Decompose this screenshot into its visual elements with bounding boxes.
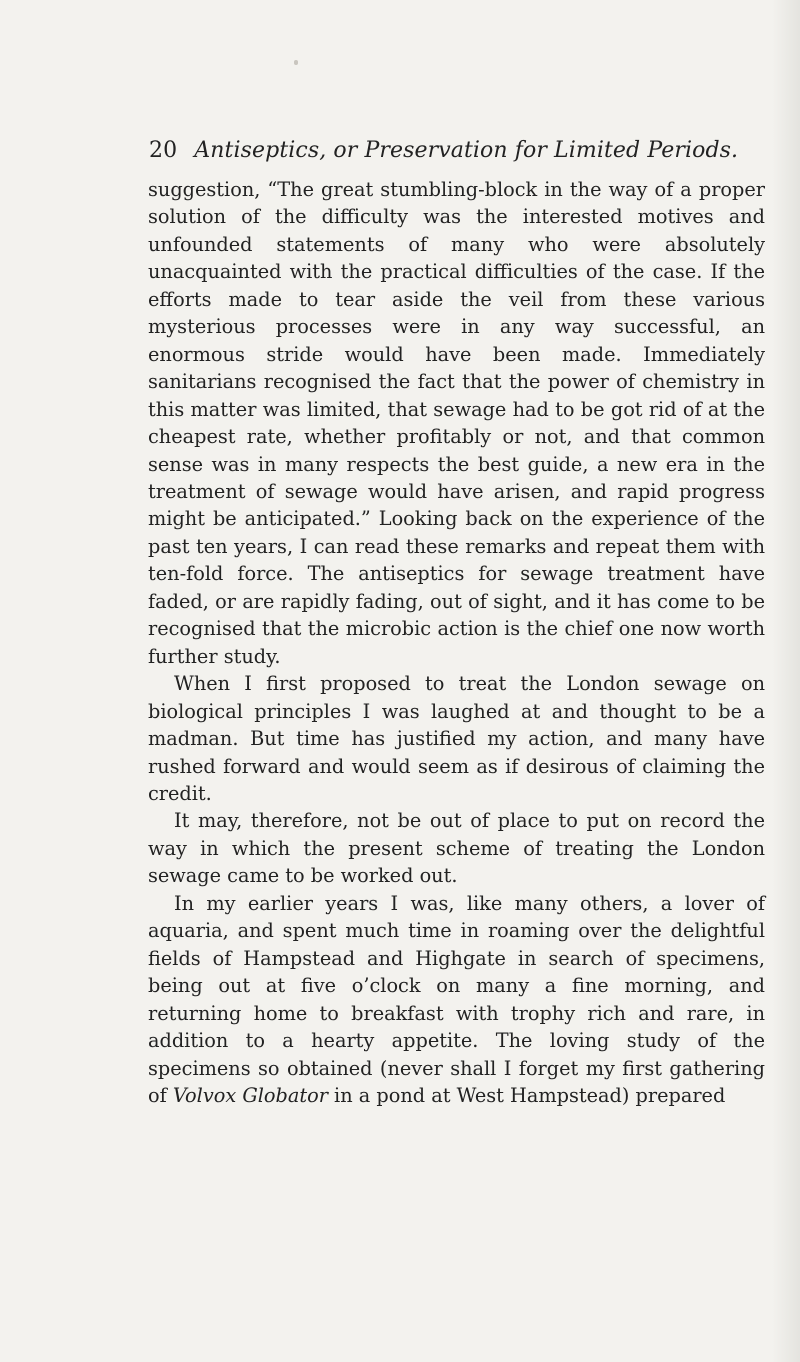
paragraph-4: [148, 890, 765, 1110]
paragraph-2: When I first proposed to treat the London sewage on biological principles I was laughed at and thought to be a madman. But time has justified my action, and many have rushed forward and would seem as if desirous of claiming the credit.: [148, 672, 765, 805]
print-smudge: [294, 60, 298, 65]
page-number: 20: [149, 138, 178, 163]
running-header: [149, 136, 789, 166]
paragraph-3: It may, therefore, not be out of place to put on record the way in which the present scheme of treating the London sewage came to be worked out.: [148, 809, 765, 888]
body-text: [148, 176, 765, 1109]
species-name: Volvox Globator: [172, 1083, 328, 1107]
page-edge-shadow: [772, 0, 800, 1362]
paragraph-4-tail: in a pond at West Hampstead) prepared: [327, 1083, 726, 1107]
running-title: Antiseptics, or Preservation for Limited Periods.: [194, 138, 739, 163]
paragraph-4-text: In my earlier years I was, like many others, a lover of aquaria, and spent much time in roaming over the delightful fields of Hampstead and Highgate in search of specimens, being out at five o’clock on many a fine morning, and returning home to breakfast with trophy rich and rare, in addition to a hearty appetite. The loving study of the specimens so obtained (never shall I forget my first gathering of: [148, 891, 765, 1107]
paragraph-1: suggestion, “The great stumbling-block in the way of a proper solution of the difficulty was the interested motives and unfounded statements of many who were absolutely unacquainted with the practical difficulties of the case. If the efforts made to tear aside the veil from these various mysterious processes were in any way successful, an enormous stride would have been made. Immediately sanitarians recognised the fact that the power of chemistry in this matter was limited, that sewage had to be got rid of at the cheapest rate, whether profitably or not, and that common sense was in many respects the best guide, a new era in the treatment of sewage would have arisen, and rapid progress might be anticipated.” Looking back on the experience of the past ten years, I can read these remarks and repeat them with ten-fold force. The antiseptics for sewage treatment have faded, or are rapidly fading, out of sight, and it has come to be recognised that the microbic action is the chief one now worth further study.: [148, 178, 765, 668]
